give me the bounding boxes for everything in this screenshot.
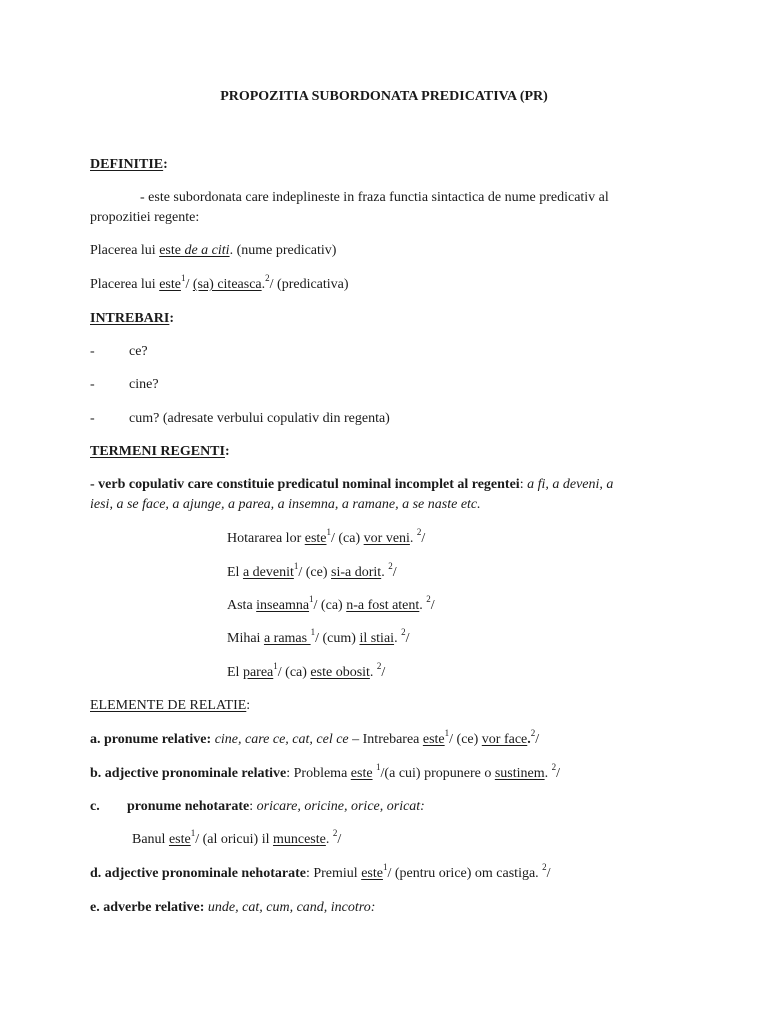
example-text: – Intrebarea (348, 732, 423, 747)
example-period: . (325, 832, 333, 847)
list-item-text: cum? (adresate verbului copulativ din regenta) (129, 411, 390, 426)
example-connector: / (ca) (277, 665, 311, 680)
verb-list: iesi, a se face, a ajunge, a parea, a insemna, a ramane, a se naste etc. (90, 497, 481, 512)
regents-colon: : (519, 477, 528, 492)
regent-example (227, 627, 410, 648)
questions-heading-line (90, 310, 174, 328)
example-subordinate: vor face (481, 732, 528, 747)
clause-separator: / (556, 766, 561, 781)
definition-heading-line (90, 156, 168, 174)
example-predicate: inseamna (256, 598, 310, 613)
clause-separator: / (405, 631, 410, 646)
clause-number: 2 (542, 862, 547, 873)
relation-item-label: a. pronume relative: (90, 732, 212, 747)
example-predicate: este (422, 732, 445, 747)
clause-number: 1 (273, 661, 278, 672)
example-connector: / (ce) (449, 732, 482, 747)
example-predicate: este (304, 531, 327, 546)
example-text: Mihai (227, 631, 264, 646)
example-subordinate: il stiai (359, 631, 395, 646)
example-predicate: este (159, 277, 181, 292)
clause-number: 2 (426, 594, 431, 605)
example-period: . (229, 243, 237, 258)
example-subordinate: (sa) citeasca (192, 277, 262, 292)
example-predicate: parea (242, 665, 274, 680)
example-subordinate: si-a dorit (331, 565, 382, 580)
example-note: / (predicativa) (269, 277, 349, 292)
example-connector: / (pentru orice) om castiga. (387, 866, 543, 881)
relation-item-words: cine, care ce, cat, cel ce (211, 732, 349, 747)
clause-number: 1 (310, 627, 316, 638)
regents-definition-line-2 (90, 496, 481, 514)
example-text: Hotararea lor (227, 531, 305, 546)
example-nominal: de a citi (184, 243, 230, 258)
relation-elements-colon: : (246, 698, 251, 713)
list-dash: - (90, 344, 95, 359)
example-text: Placerea lui (90, 277, 160, 292)
clause-number: 1 (382, 862, 388, 873)
clause-separator: / (337, 832, 342, 847)
clause-number: 2 (401, 627, 406, 638)
relation-item-a (90, 728, 540, 749)
regent-example (227, 661, 386, 682)
relation-item-c-example (132, 828, 342, 849)
example-text: El (227, 665, 243, 680)
example-text: : Premiul (305, 866, 362, 881)
relation-item-words: unde, cat, cum, cand, incotro: (204, 900, 376, 915)
clause-number: 2 (530, 728, 536, 739)
clause-separator: / (546, 866, 551, 881)
definition-heading-colon: : (163, 157, 168, 172)
example-subordinate: n-a fost atent (346, 598, 420, 613)
example-predicate: este (350, 766, 373, 781)
definition-example-1 (90, 242, 336, 260)
example-connector: /(a cui) propunere o (380, 766, 495, 781)
clause-number: 1 (376, 762, 381, 773)
clause-number: 1 (444, 728, 450, 739)
relation-item-d (90, 862, 551, 883)
clause-separator: / (185, 277, 193, 292)
example-subordinate: sustinem (494, 766, 545, 781)
questions-heading-colon: : (169, 311, 175, 326)
relation-item-label: b. adjective pronominale relative (90, 766, 287, 781)
example-period: . (409, 531, 417, 546)
clause-number: 2 (388, 561, 393, 572)
regents-definition: - verb copulativ care constituie predicatul nominal incomplet al regentei (90, 477, 520, 492)
example-predicate: a ramas (263, 631, 311, 646)
example-connector: / (ce) (298, 565, 332, 580)
relation-item-b (90, 762, 561, 783)
example-predicate: este (361, 866, 383, 881)
example-period: . (527, 732, 531, 747)
relation-item-letter: c. (90, 799, 100, 814)
definition-line-2: propozitiei regente: (90, 210, 200, 225)
clause-number: 1 (326, 527, 331, 538)
example-period: . (381, 565, 389, 580)
relation-item-colon: : (249, 799, 257, 814)
definition-heading: DEFINITIE (90, 157, 164, 172)
list-dash: - (90, 411, 95, 426)
example-note: (nume predicativ) (236, 243, 337, 258)
example-predicate: a devenit (242, 565, 294, 580)
relation-item-c (90, 798, 690, 816)
regent-example (227, 561, 397, 582)
clause-separator: / (430, 598, 435, 613)
relation-elements-heading-line (90, 697, 250, 715)
clause-separator: / (381, 665, 386, 680)
relation-elements-heading: ELEMENTE DE RELATIE (90, 698, 247, 713)
relation-item-e (90, 899, 375, 917)
regent-example (227, 527, 426, 548)
example-period: . (369, 665, 377, 680)
example-period: . (261, 277, 266, 292)
example-connector: / (ca) (313, 598, 347, 613)
document-title: PROPOZITIA SUBORDONATA PREDICATIVA (PR) (220, 89, 548, 104)
example-text: Placerea lui (90, 243, 160, 258)
definition-line-1: - este subordonata care indeplineste in fraza functia sintactica de nume predicativ al (140, 190, 609, 205)
example-subordinate: este obosit (310, 665, 370, 680)
regents-heading-colon: : (224, 444, 230, 459)
example-text: Asta (227, 598, 257, 613)
example-connector: / (cum) (315, 631, 360, 646)
example-period: . (544, 766, 552, 781)
clause-number: 2 (551, 762, 557, 773)
clause-separator: / (421, 531, 426, 546)
clause-number: 2 (332, 828, 338, 839)
verb-list: a fi, a deveni, a (527, 477, 614, 492)
relation-item-label: d. adjective pronominale nehotarate (90, 866, 306, 881)
clause-separator: / (535, 732, 540, 747)
example-predicate: este (159, 243, 181, 258)
regents-heading: TERMENI REGENTI (90, 444, 225, 459)
clause-number: 2 (376, 661, 382, 672)
relation-item-words: oricare, oricine, orice, oricat: (256, 799, 425, 814)
regents-heading-line (90, 443, 230, 461)
clause-separator: / (392, 565, 397, 580)
clause-number: 2 (416, 527, 422, 538)
list-dash: - (90, 377, 95, 392)
example-subordinate: vor veni (363, 531, 410, 546)
example-connector: / (al oricui) il (195, 832, 273, 847)
clause-number: 1 (190, 828, 196, 839)
example-connector: / (ca) (331, 531, 364, 546)
example-subordinate: munceste (272, 832, 326, 847)
definition-example-2 (90, 273, 349, 294)
list-item-text: ce? (129, 344, 148, 359)
example-text: Banul (132, 832, 169, 847)
example-predicate: este (168, 832, 191, 847)
clause-number: 1 (309, 594, 314, 605)
example-period: . (394, 631, 402, 646)
clause-number: 1 (180, 273, 186, 284)
clause-number: 2 (265, 273, 270, 284)
questions-heading: INTREBARI (90, 311, 170, 326)
clause-number: 1 (293, 561, 299, 572)
relation-item-label: pronume nehotarate (127, 799, 250, 814)
list-item-text: cine? (129, 377, 159, 392)
example-text: El (227, 565, 243, 580)
regents-definition-line-1 (90, 476, 613, 494)
regent-example (227, 594, 435, 615)
relation-item-label: e. adverbe relative: (90, 900, 205, 915)
example-text: : Problema (286, 766, 351, 781)
example-period: . (419, 598, 427, 613)
